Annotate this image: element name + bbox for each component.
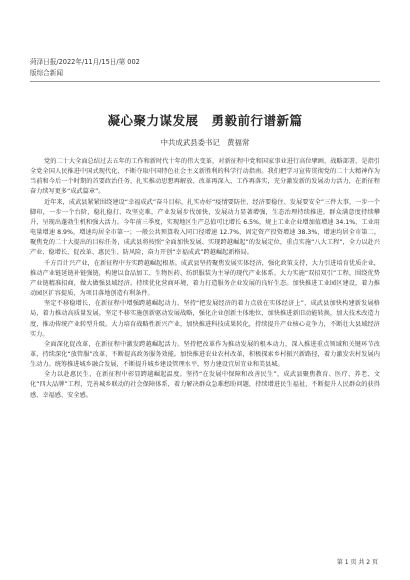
publication-header <box>30 57 140 79</box>
issue-line: 菏泽日报/2022年/11月/15日/第 002 <box>30 58 140 66</box>
section-line: 版综合新闻 <box>30 69 63 77</box>
header-divider <box>30 81 380 82</box>
paragraph: 党的二十大全面总结过去五年的工作和新时代十年的伟大变革，对新征程中党和国家事业进行高位擘画、战略部署，是指引全党全国人民推进中国式现代化、不断夺取中国特色社会主义新胜利的科学行动指南。我们把学习宣传贯彻党的二十大精神作为当前和今后一个时期的首要政治任务，扎实推动思想再解放、改革再深入、工作再落实，充分激发新的发展动力活力，在新征程奋力续写更多“成武篇章”。 <box>30 158 380 196</box>
paragraph: 全力以赴惠民生，在新征程中彰显跨越崛起温度。坚持“在发展中保障和改善民生”，成武县聚焦教育、医疗、养老、文化“四大品牌”工程，完善城乡联动的社会保障体系，着力解决群众急难愁盼问题，持续增进民生福祉，不断提升人民群众的获得感、幸福感、安全感。 <box>30 371 380 399</box>
paragraph: 全面深化促改革，在新征程中激发跨越崛起活力。坚持把改革作为推动发展的根本动力，深入推进重点领域和关键环节改革，持续深化“放管服”改革，不断提高政务服务效能。加快推进农业农村改革，积极探索乡村振兴新路径，着力激发农村发展内生动力。统筹推进城乡融合发展，不断提升城乡建设管理水平，努力建设宜居宜业和美县城。 <box>30 340 380 369</box>
paragraph: 坚定不移稳增长，在新征程中增强跨越崛起动力。坚持“把发展经济的着力点放在实体经济上”，成武县加快构建新发展格局，着力推动高质量发展。坚定不移实施创新驱动发展战略，强化企业创新主体地位，加快推进新旧动能转换，加大技术改造力度，推动传统产业转型升级。大力培育战略性新兴产业，加快推进科技成果转化，持续提升产业核心竞争力，不断壮大县域经济实力。 <box>30 300 380 338</box>
paragraph: 近年来，成武县紧紧围绕建设“幸福成武”奋斗目标，扎实办好“疫情要防住、经济要稳住、发展要安全”三件大事，一步一个脚印，一步一个台阶，稳扎稳打、攻坚克难，产业发展步伐加快，发展动力显著增强，生态治理持续推进，群众满意度持续攀升，呈现出蓬勃生机和强大活力。今年前三季度，实现地区生产总值可比增长 6.5%，规上工业企业增加值增速 34.1%，工业用电量增速 8.9%，增速均居全市第一；一般公共预算收入同口径增速 12.7%，固定资产投资增速 38.3%，增速均居全市第二。聚焦党的二十大提出的目标任务，成武县将按照“全面加快发展、实现跨越崛起”的发展定位，重点实施“八大工程”，全力以赴兴产业、稳增长、促改革、惠民生、防风险，奋力开创“幸福成武”跨越崛起新格局。 <box>30 198 380 257</box>
article-body <box>30 157 380 401</box>
article-author: 中共成武县委书记 黄福常 <box>160 138 250 147</box>
page-number: 第 1 页 共 2 页 <box>336 559 378 566</box>
article-title: 凝心聚力谋发展 勇毅前行谱新篇 <box>107 113 303 128</box>
paragraph: 千方百计兴产业，在新征程中夯实跨越崛起根基。成武县坚持聚焦发展实体经济，强化政策支持，大力引进培育优质企业，推动产业链延链补链强链，构建以食品加工、生物医药、纺织服装为主导的现代产业体系。大力实施“双招双引”工程，围绕优势产业链精准招商，做大做强县域经济。持续优化营商环境，着力打造服务企业发展的良好生态。加快推进工业园区建设，着力推动园区扩容提质，为项目落地创造有利条件。 <box>30 259 380 298</box>
